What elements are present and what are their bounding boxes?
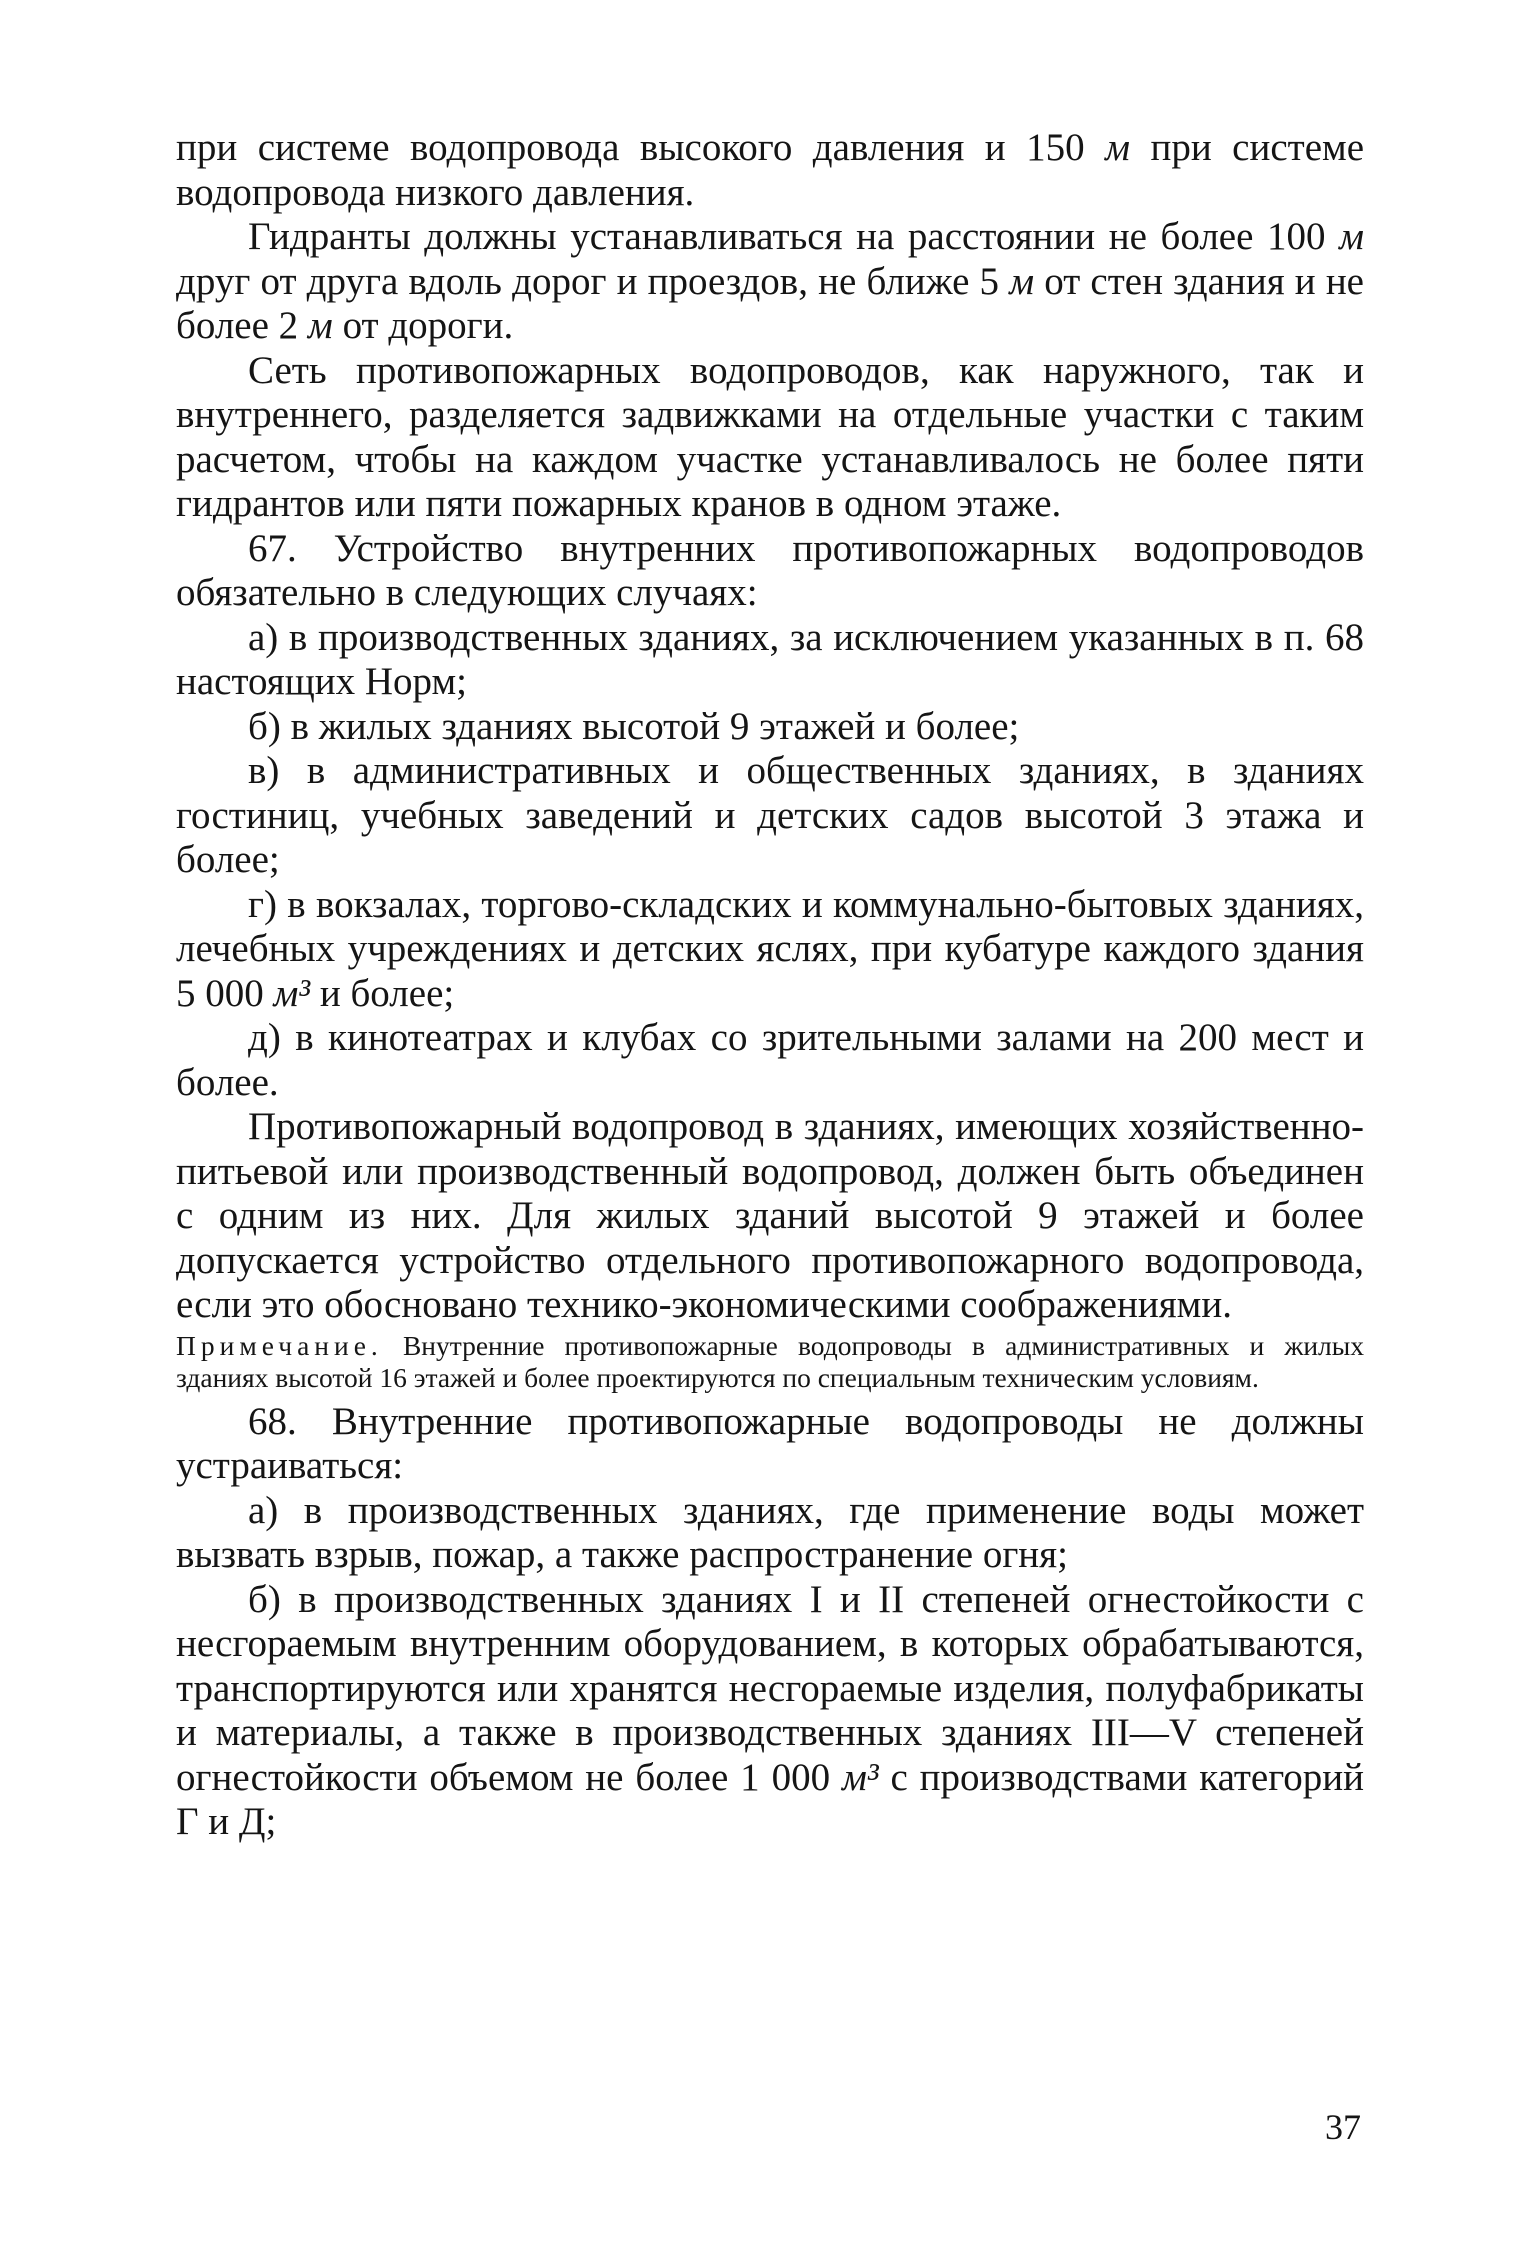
paragraph-text: Гидранты должны устанавливаться на расстоянии не более 100 <box>248 215 1340 258</box>
unit-text: м <box>1009 259 1035 303</box>
paragraph <box>176 1578 1364 1845</box>
paragraph <box>176 1016 1364 1105</box>
unit-text: м <box>1105 126 1130 169</box>
paragraph <box>176 749 1364 883</box>
paragraph <box>176 349 1364 527</box>
paragraph <box>176 1489 1364 1578</box>
paragraph-text: от стен здания и не более 2 <box>176 259 1364 347</box>
note-text: Внутренние противопожарные водопроводы в административных и жилых зданиях высотой 16 этажей и более проектируются по специальным техническим условиям. <box>176 1329 1364 1393</box>
unit-text: м³ <box>273 971 311 1015</box>
paragraph-text: Противопожарный водопровод в зданиях, имеющих хозяйственно-питьевой или производственный водопровод, должен быть объединен с одним из них. Для жилых зданий высотой 9 этажей и более допускается устройство отдельного противопожарного водопровода, если это обосновано технико-экономическими соображениями. <box>176 1105 1364 1326</box>
paragraph <box>176 527 1364 616</box>
unit-text: м <box>307 304 333 347</box>
paragraph <box>176 883 1364 1017</box>
paragraph-text: а) в производственных зданиях, где применение воды может вызвать взрыв, пожар, а также распространение огня; <box>176 1488 1364 1576</box>
paragraph-text: и более; <box>310 971 455 1015</box>
paragraph <box>176 1400 1364 1489</box>
note-label: Примечание. <box>176 1329 383 1361</box>
paragraph-text: от дороги. <box>332 304 514 347</box>
page-number: 37 <box>1325 2107 1361 2147</box>
paragraph-text: при системе водопровода высокого давления и 150 <box>176 126 1106 169</box>
paragraph-text: 67. Устройство внутренних противопожарных водопроводов обязательно в следующих случаях: <box>176 526 1364 614</box>
paragraph <box>176 215 1364 349</box>
paragraph <box>176 705 1364 750</box>
paragraph-text: Сеть противопожарных водопроводов, как наружного, так и внутреннего, разделяется задвижками на отдельные участки с таким расчетом, чтобы на каждом участке устанавливалось не более пяти гидрантов или пяти пожарных кранов в одном этаже. <box>176 348 1364 525</box>
paragraph <box>176 616 1364 705</box>
paragraph <box>176 126 1364 215</box>
paragraph <box>176 1105 1364 1328</box>
paragraph-text: 68. Внутренние противопожарные водопроводы не должны устраиваться: <box>176 1399 1364 1487</box>
paragraph-text: при системе водопровода низкого давления. <box>176 126 1365 214</box>
paragraph-text: а) в производственных зданиях, за исключением указанных в п. 68 настоящих Норм; <box>176 615 1364 703</box>
note <box>176 1330 1364 1394</box>
unit-text: м <box>1339 215 1364 258</box>
paragraph-text: друг от друга вдоль дорог и проездов, не ближе 5 <box>176 259 1010 303</box>
paragraph-text: б) в жилых зданиях высотой 9 этажей и более; <box>248 704 1020 748</box>
paragraph-text: г) в вокзалах, торгово-складских и коммунально-бытовых зданиях, лечебных учреждениях и детских яслях, при кубатуре каждого здания 5 000 <box>176 882 1364 1015</box>
page-text <box>176 126 1364 1845</box>
paragraph-text: б) в производственных зданиях I и II степеней огнестойкости с несгораемым внутренним оборудованием, в которых обрабатываются, транспортируются или хранятся несгораемые изделия, полуфабрикаты и материалы, а также в производственных зданиях III—V степеней огнестойкости объемом не более 1 000 <box>176 1577 1364 1799</box>
paragraph-text: д) в кинотеатрах и клубах со зрительными залами на 200 мест и более. <box>176 1016 1364 1104</box>
paragraph-text: с производствами категорий Г и Д; <box>176 1755 1364 1843</box>
body-text-section-1 <box>176 126 1364 1328</box>
unit-text: м³ <box>841 1755 879 1799</box>
body-text-section-2 <box>176 1400 1364 1845</box>
paragraph-text: в) в административных и общественных зданиях, в зданиях гостиниц, учебных заведений и детских садов высотой 3 этажа и более; <box>176 749 1364 881</box>
